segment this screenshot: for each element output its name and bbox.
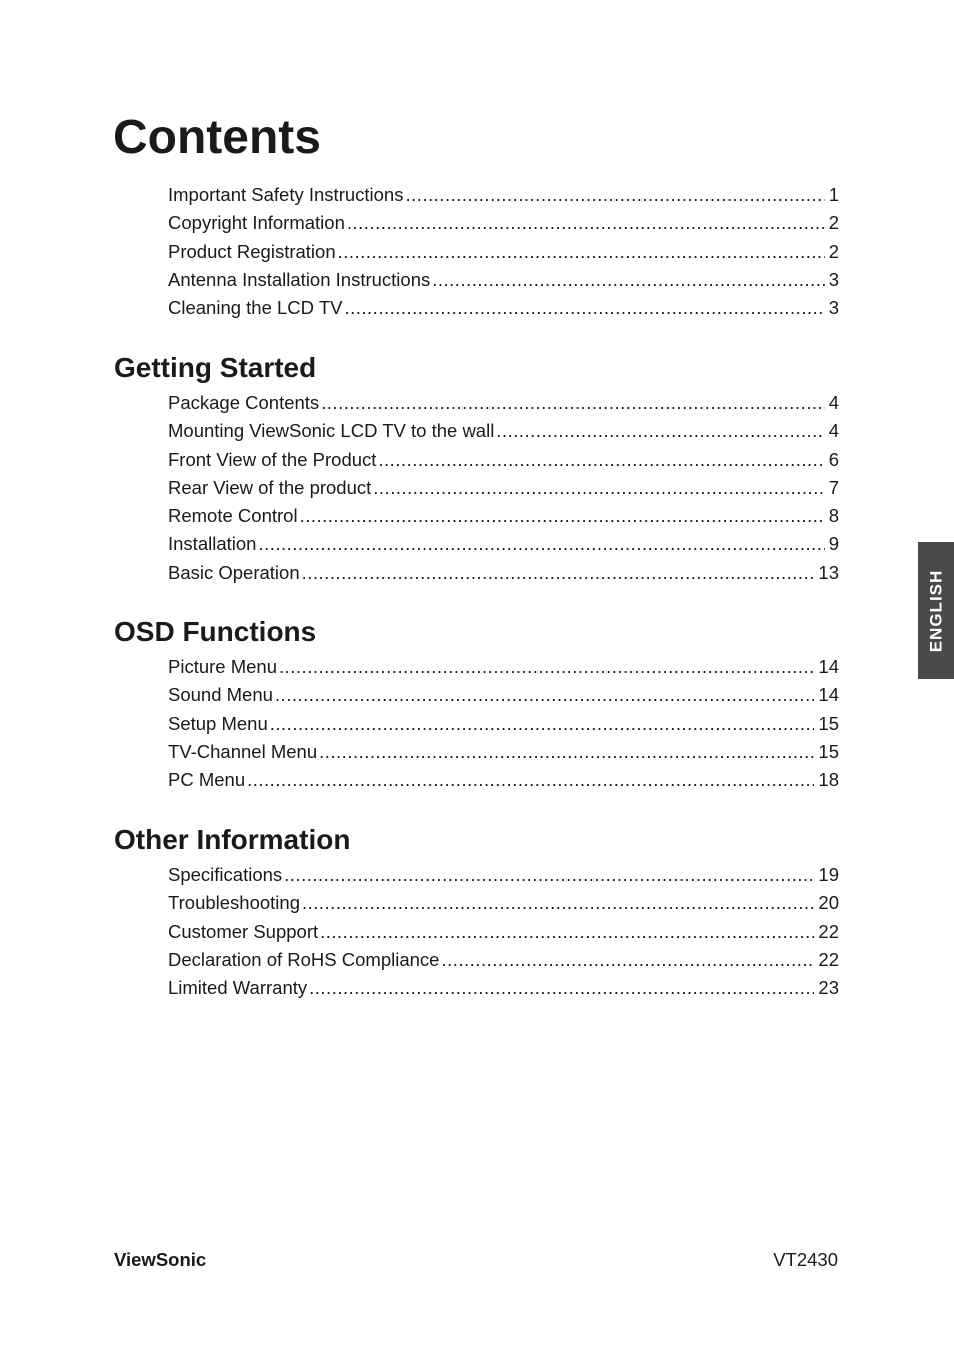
page-title: Contents [113,111,321,164]
toc-entry[interactable] [168,681,839,709]
toc-entry-page: 19 [818,864,839,885]
toc-entry-page: 14 [818,656,839,677]
toc-dot-leader [432,266,824,294]
toc-entry[interactable] [168,446,839,474]
toc-dot-leader [347,209,825,237]
toc-entry[interactable] [168,559,839,587]
toc-entry[interactable] [168,266,839,294]
toc-dot-leader [320,918,814,946]
toc-list-getting-started [168,389,839,587]
toc-dot-leader [338,238,825,266]
toc-entry-page: 2 [828,240,839,262]
section-heading-getting-started: Getting Started [114,352,317,383]
toc-dot-leader [300,502,825,530]
toc-entry-label: Specifications [168,864,283,885]
toc-dot-leader [441,946,814,974]
toc-entry[interactable] [168,502,839,530]
toc-entry-page: 2 [828,212,839,234]
toc-dot-leader [258,530,824,558]
toc-entry-label: Troubleshooting [168,892,300,914]
toc-dot-leader [496,417,824,445]
toc-entry-page: 14 [818,684,839,706]
toc-list-other-information [168,861,839,1002]
toc-entry-page: 4 [828,392,839,413]
toc-entry[interactable] [168,861,839,889]
toc-dot-leader [302,889,814,917]
toc-entry-page: 13 [818,561,839,583]
toc-entry[interactable] [168,974,839,1002]
toc-entry[interactable] [168,738,839,766]
toc-entry[interactable] [168,766,839,794]
toc-entry-label: Antenna Installation Instructions [168,268,431,290]
toc-dot-leader [378,446,824,474]
language-tab [918,542,954,679]
footer-brand: ViewSonic [114,1249,207,1270]
toc-entry[interactable] [168,530,839,558]
section-heading-other-information: Other Information [114,824,351,855]
toc-entry-label: Important Safety Instructions [168,184,404,205]
toc-entry[interactable] [168,474,839,502]
toc-entry[interactable] [168,181,839,209]
toc-entry-page: 6 [828,448,839,470]
toc-entry-page: 9 [828,533,839,555]
footer-model-number: VT2430 [773,1249,838,1270]
section-heading-osd-functions: OSD Functions [114,616,317,647]
toc-list-osd-functions [168,653,839,794]
toc-entry-page: 7 [828,476,839,498]
toc-entry[interactable] [168,389,839,417]
toc-entry[interactable] [168,889,839,917]
toc-dot-leader [275,681,815,709]
toc-entry-label: Basic Operation [168,561,300,583]
toc-entry-page: 1 [828,184,839,205]
toc-entry-page: 18 [818,769,839,790]
toc-entry-page: 23 [818,977,839,998]
toc-dot-leader [373,474,824,502]
toc-dot-leader [279,653,814,681]
toc-entry-label: Product Registration [168,240,336,262]
toc-entry-page: 15 [818,712,839,734]
toc-list-intro [168,181,839,322]
toc-entry-page: 8 [828,505,839,526]
toc-entry[interactable] [168,918,839,946]
toc-entry-label: Package Contents [168,392,320,413]
toc-entry-page: 22 [818,948,839,970]
toc-entry-label: Installation [168,533,257,555]
toc-entry-label: Sound Menu [168,684,273,706]
toc-entry-label: Front View of the Product [168,448,377,470]
toc-entry[interactable] [168,946,839,974]
toc-entry-page: 3 [828,268,839,290]
toc-dot-leader [284,861,814,889]
toc-entry[interactable] [168,294,839,322]
toc-entry-page: 4 [828,420,839,442]
toc-dot-leader [405,181,824,209]
toc-entry-page: 3 [828,297,839,318]
toc-dot-leader [344,294,824,322]
toc-entry-page: 22 [818,920,839,942]
toc-entry-label: Picture Menu [168,656,277,677]
toc-entry[interactable] [168,238,839,266]
toc-entry-label: Remote Control [168,505,298,526]
toc-dot-leader [321,389,825,417]
toc-entry-page: 20 [818,892,839,914]
toc-entry[interactable] [168,417,839,445]
toc-dot-leader [319,738,814,766]
toc-dot-leader [270,710,815,738]
toc-entry[interactable] [168,653,839,681]
toc-dot-leader [309,974,814,1002]
toc-entry-label: Copyright Information [168,212,345,234]
language-tab-label: ENGLISH [926,569,945,652]
toc-entry-label: Setup Menu [168,712,268,734]
toc-entry-label: PC Menu [168,769,246,790]
toc-dot-leader [302,559,815,587]
toc-entry-label: Declaration of RoHS Compliance [168,948,440,970]
toc-entry-label: Mounting ViewSonic LCD TV to the wall [168,420,495,442]
toc-dot-leader [247,766,814,794]
toc-entry-label: Limited Warranty [168,977,308,998]
toc-entry-label: TV-Channel Menu [168,740,318,762]
toc-entry-page: 15 [818,740,839,762]
toc-entry-label: Rear View of the product [168,476,372,498]
toc-entry[interactable] [168,710,839,738]
toc-entry[interactable] [168,209,839,237]
toc-entry-label: Customer Support [168,920,319,942]
toc-entry-label: Cleaning the LCD TV [168,297,343,318]
